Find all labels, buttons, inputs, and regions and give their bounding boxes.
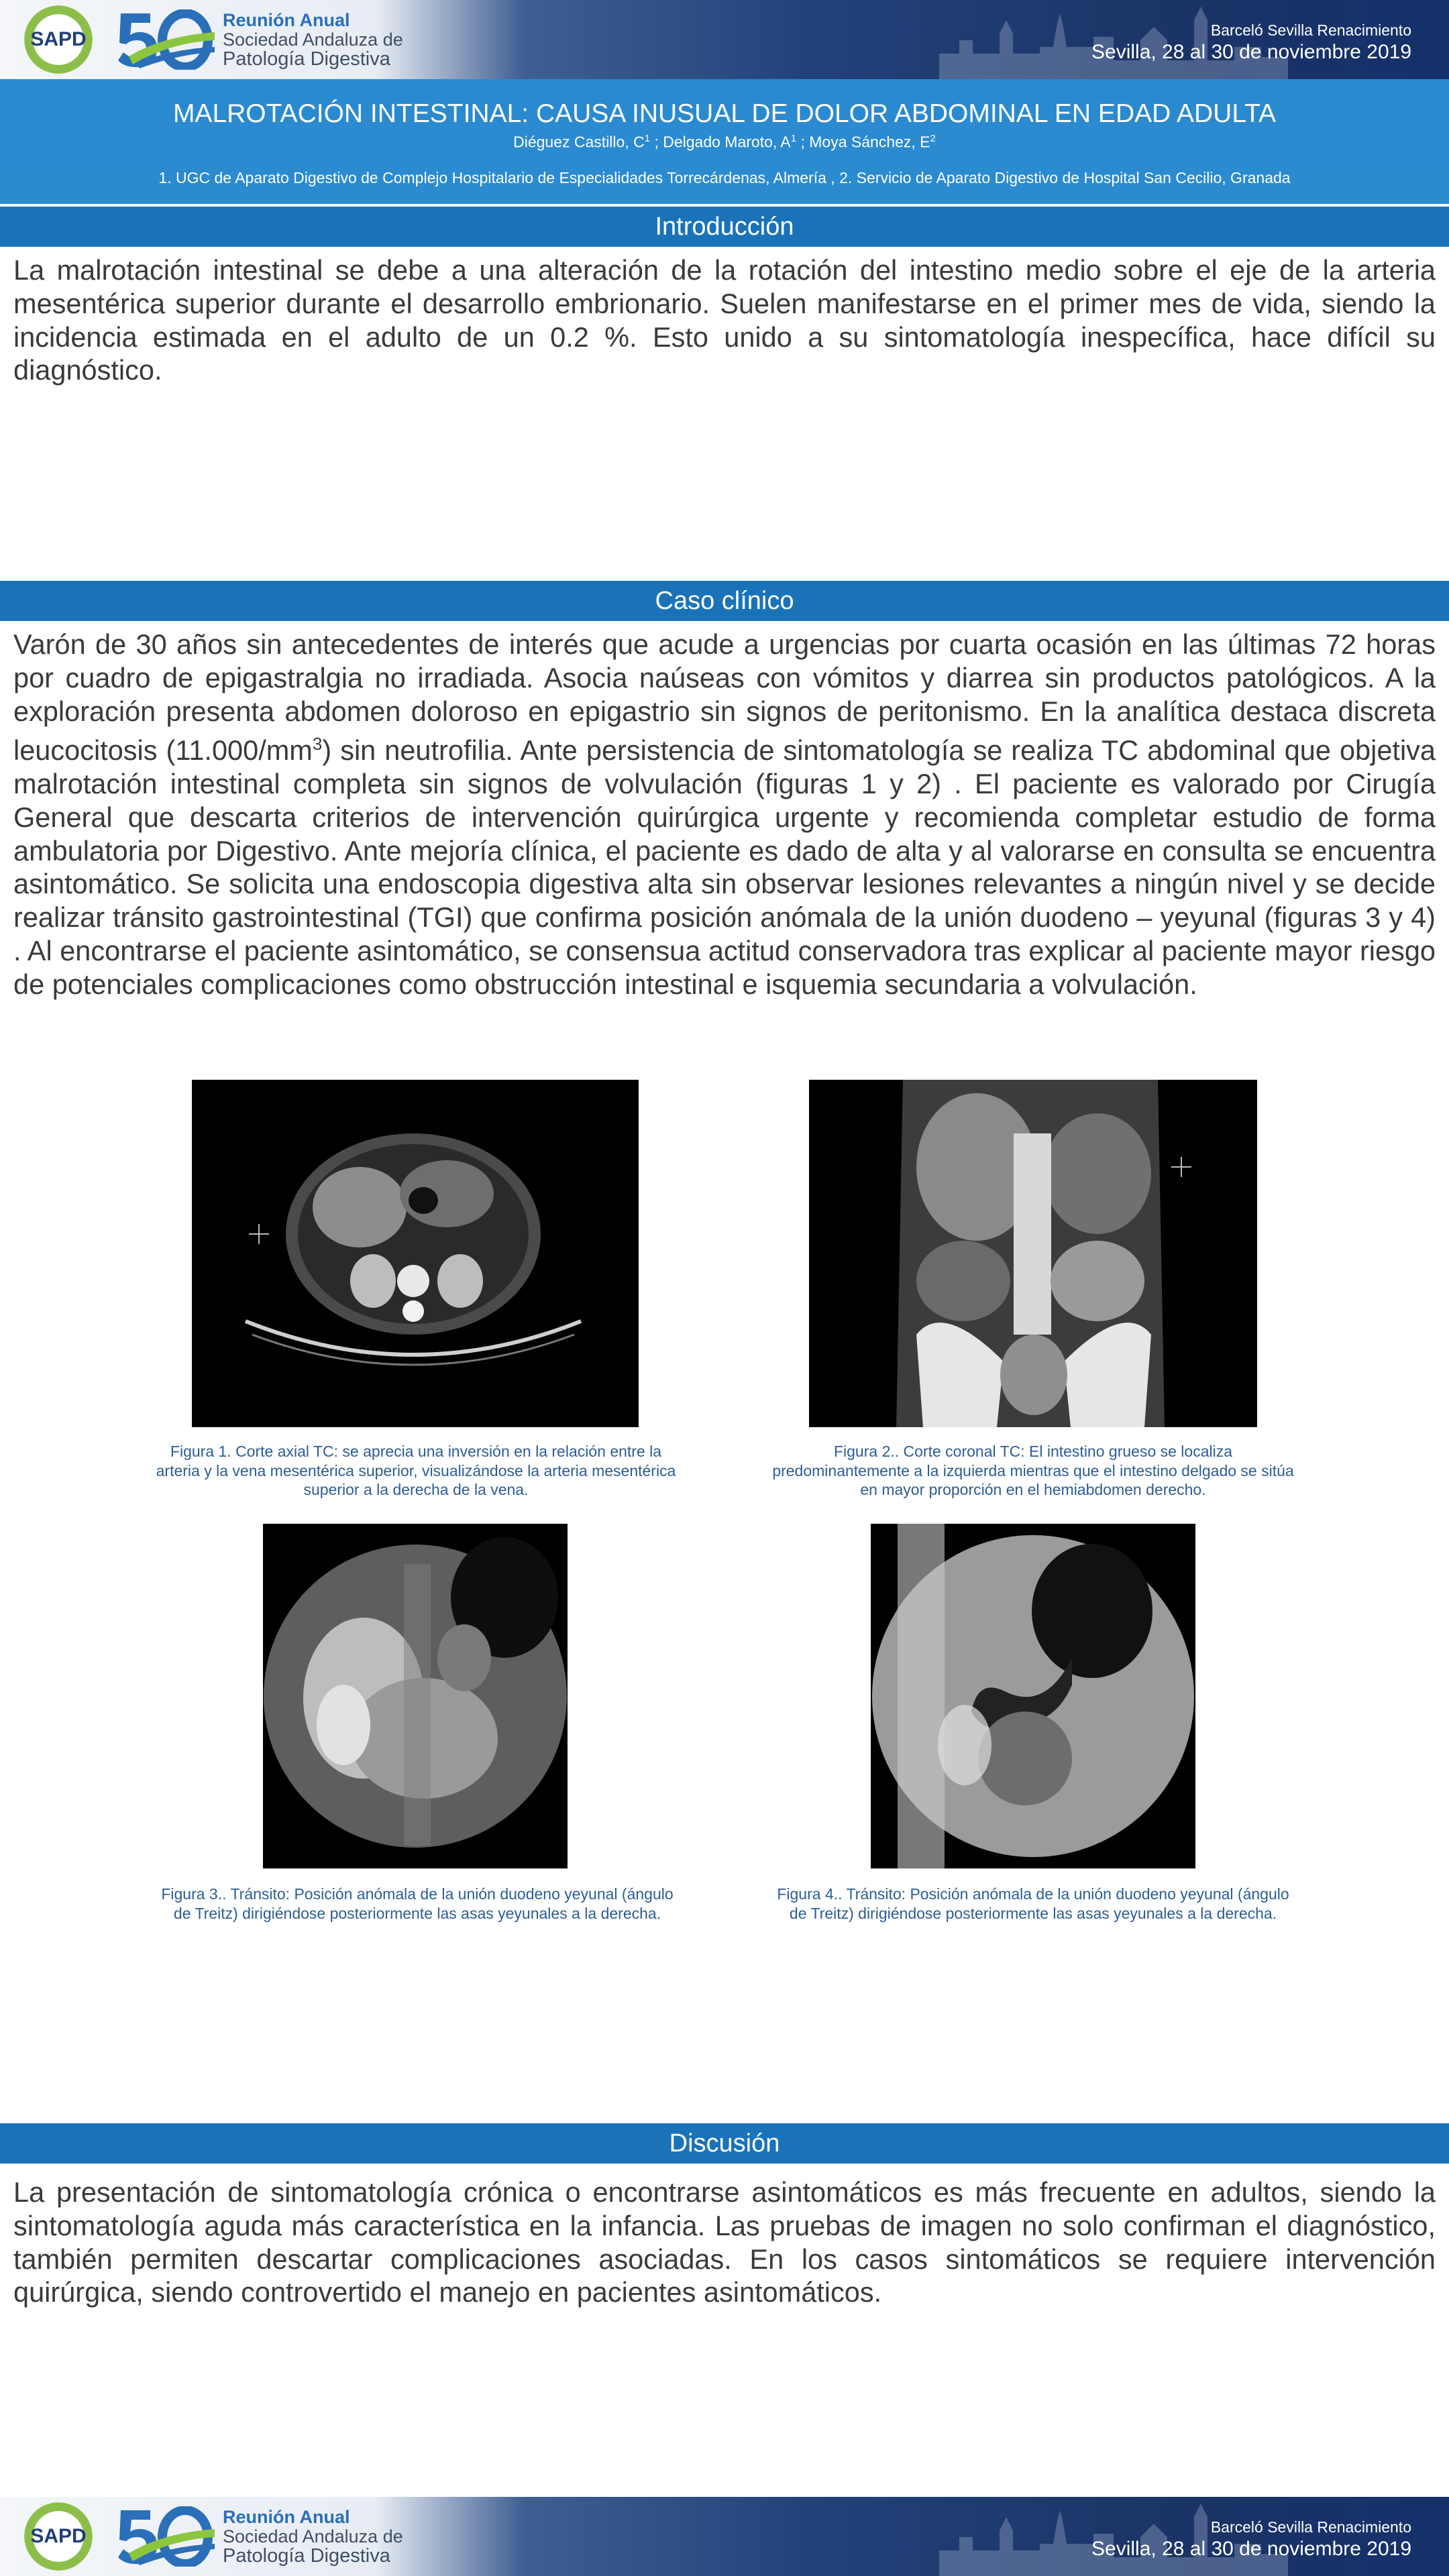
figure-2-coronal-ct-image [809,1080,1257,1427]
figure-3-barium-transit-image [263,1524,568,1868]
section-heading-discussion: Discusión [0,2123,1449,2164]
figure-4-caption: Figura 4.. Tránsito: Posición anómala de la unión duodeno yeyunal (ángulo de Treitz) dirigiéndose posteriormente las asas yeyunales a la derecha. [777,1885,1289,1922]
author-affiliation-number: 1 [790,133,797,144]
org-line-3: Patología Digestiva [223,48,390,70]
author-affiliation-number: 2 [930,133,936,144]
intro-text [13,254,1436,387]
case-superscript: 3 [312,734,323,754]
author-name: Delgado Maroto, A [663,133,791,151]
case-paragraph [13,628,1436,1001]
discussion-text [13,2176,1436,2309]
title-band [0,79,1449,204]
venue-info [1091,20,1411,64]
figure-3-caption: Figura 3.. Tránsito: Posición anómala de la unión duodeno yeyunal (ángulo de Treitz) dirigiéndose posteriormente las asas yeyunales a la derecha. [161,1885,674,1922]
sapd-logo [24,2502,93,2571]
org-line-3: Patología Digestiva [223,2545,390,2567]
sapd-logo [24,5,93,74]
event-dates: Sevilla, 28 al 30 de noviembre 2019 [1091,2538,1411,2560]
sapd-logo-text: SAPD [30,28,87,50]
anniversary-50-logo [115,2506,216,2567]
organization-name [223,2508,403,2566]
intro-paragraph: La malrotación intestinal se debe a una alteración de la rotación del intestino medio sobre el eje de la arteria mesentérica superior durante el desarrollo embrionario. Suelen manifestarse en el primer mes de vida, siendo la incidencia estimada en el adulto de un 0.2 %. Esto unido a su sintomatología inespecífica, hace difícil su diagnóstico. [13,254,1436,386]
author-affiliation-number: 1 [644,133,651,144]
figure-1-axial-ct-image [192,1080,639,1427]
footer-banner [0,2497,1449,2576]
anniversary-50-logo [115,9,216,70]
figure-1-caption: Figura 1. Corte axial TC: se aprecia una inversión en la relación entre la arteria y la vena mesentérica superior, visualizándose la arteria mesentérica superior a la derecha de la vena. [156,1443,676,1498]
venue-name: Barceló Sevilla Renacimiento [1210,2518,1411,2536]
section-heading-case: Caso clínico [0,581,1449,621]
poster-title: MALROTACIÓN INTESTINAL: CAUSA INUSUAL DE DOLOR ABDOMINAL EN EDAD ADULTA [172,99,1277,128]
author-name: Moya Sánchez, E [809,133,930,151]
figure-2-caption: Figura 2.. Corte coronal TC: El intestino grueso se localiza predominantemente a la izquierda mientras que el intestino delgado se sitúa en mayor proporción en el hemiabdomen derecho. [772,1443,1294,1498]
case-text-part-1: Varón de 30 años sin antecedentes de interés que acude a urgencias por cuarta ocasión en las últimas 72 horas por cuadro de epigastralgia no irradiada. Asocia naúseas con vómitos y diarrea sin productos patológicos. A la exploración presenta abdomen doloroso en epigastrio sin signos de peritonismo. En la analítica destaca discreta leucocitosis (11.000/mm [13,628,1436,767]
org-line-2: Sociedad Andaluza de [223,2526,403,2546]
org-line-2: Sociedad Andaluza de [223,30,403,50]
figure-4-barium-transit-image [871,1524,1195,1868]
org-line-1: Reunión Anual [223,10,350,30]
venue-name: Barceló Sevilla Renacimiento [1210,21,1411,39]
venue-info [1091,2517,1411,2561]
section-heading-intro: Introducción [0,207,1449,247]
author-name: Diéguez Castillo, C [513,133,645,151]
case-text-part-2: ) sin neutrofilia. Ante persistencia de sintomatología se realiza TC abdominal que objetiva malrotación intestinal completa sin signos de volvulación (figuras 1 y 2) . El paciente es valorado por Cirugía General que descarta criterios de intervención quirúrgica urgente y recomienda completar estudio de forma ambulatoria por Digestivo. Ante mejoría clínica, el paciente es dado de alta y al valorarse en consulta se encuentra asintomático. Se solicita una endoscopia digestiva alta sin observar lesiones relevantes a ningún nivel y se decide realizar tránsito gastrointestinal (TGI) que confirma posición anómala de la unión duodeno – yeyunal (figuras 3 y 4) . Al encontrarse el paciente asintomático, se consensua actitud conservadora tras explicar al paciente mayor riesgo de potenciales complicaciones como obstrucción intestinal e isquemia secundaria a volvulación. [13,734,1436,1000]
sapd-logo-text: SAPD [30,2525,87,2547]
organization-name [223,11,403,69]
header-banner [0,0,1449,79]
case-text [13,628,1436,1001]
discussion-paragraph: La presentación de sintomatología crónica o encontrarse asintomáticos es más frecuente en adultos, siendo la sintomatología aguda más característica en la infancia. Las pruebas de imagen no solo confirman el diagnóstico, también permiten descartar complicaciones asociadas. En los casos sintomáticos se requiere intervención quirúrgica, siendo controvertido el manejo en pacientes asintomáticos. [13,2176,1436,2308]
org-line-1: Reunión Anual [223,2507,350,2527]
event-dates: Sevilla, 28 al 30 de noviembre 2019 [1091,41,1411,63]
authors-line: Diéguez Castillo, $C^1$ ; Delgado Maroto, $A^1$ ; Moya Sánchez, $E^2$ [513,133,936,151]
affiliations: 1. UGC de Aparato Digestivo de Complejo Hospitalario de Especialidades Torrecárdenas, Almería , 2. Servicio de Aparato Digestivo de Hospital San Cecilio, Granada [158,169,1291,186]
